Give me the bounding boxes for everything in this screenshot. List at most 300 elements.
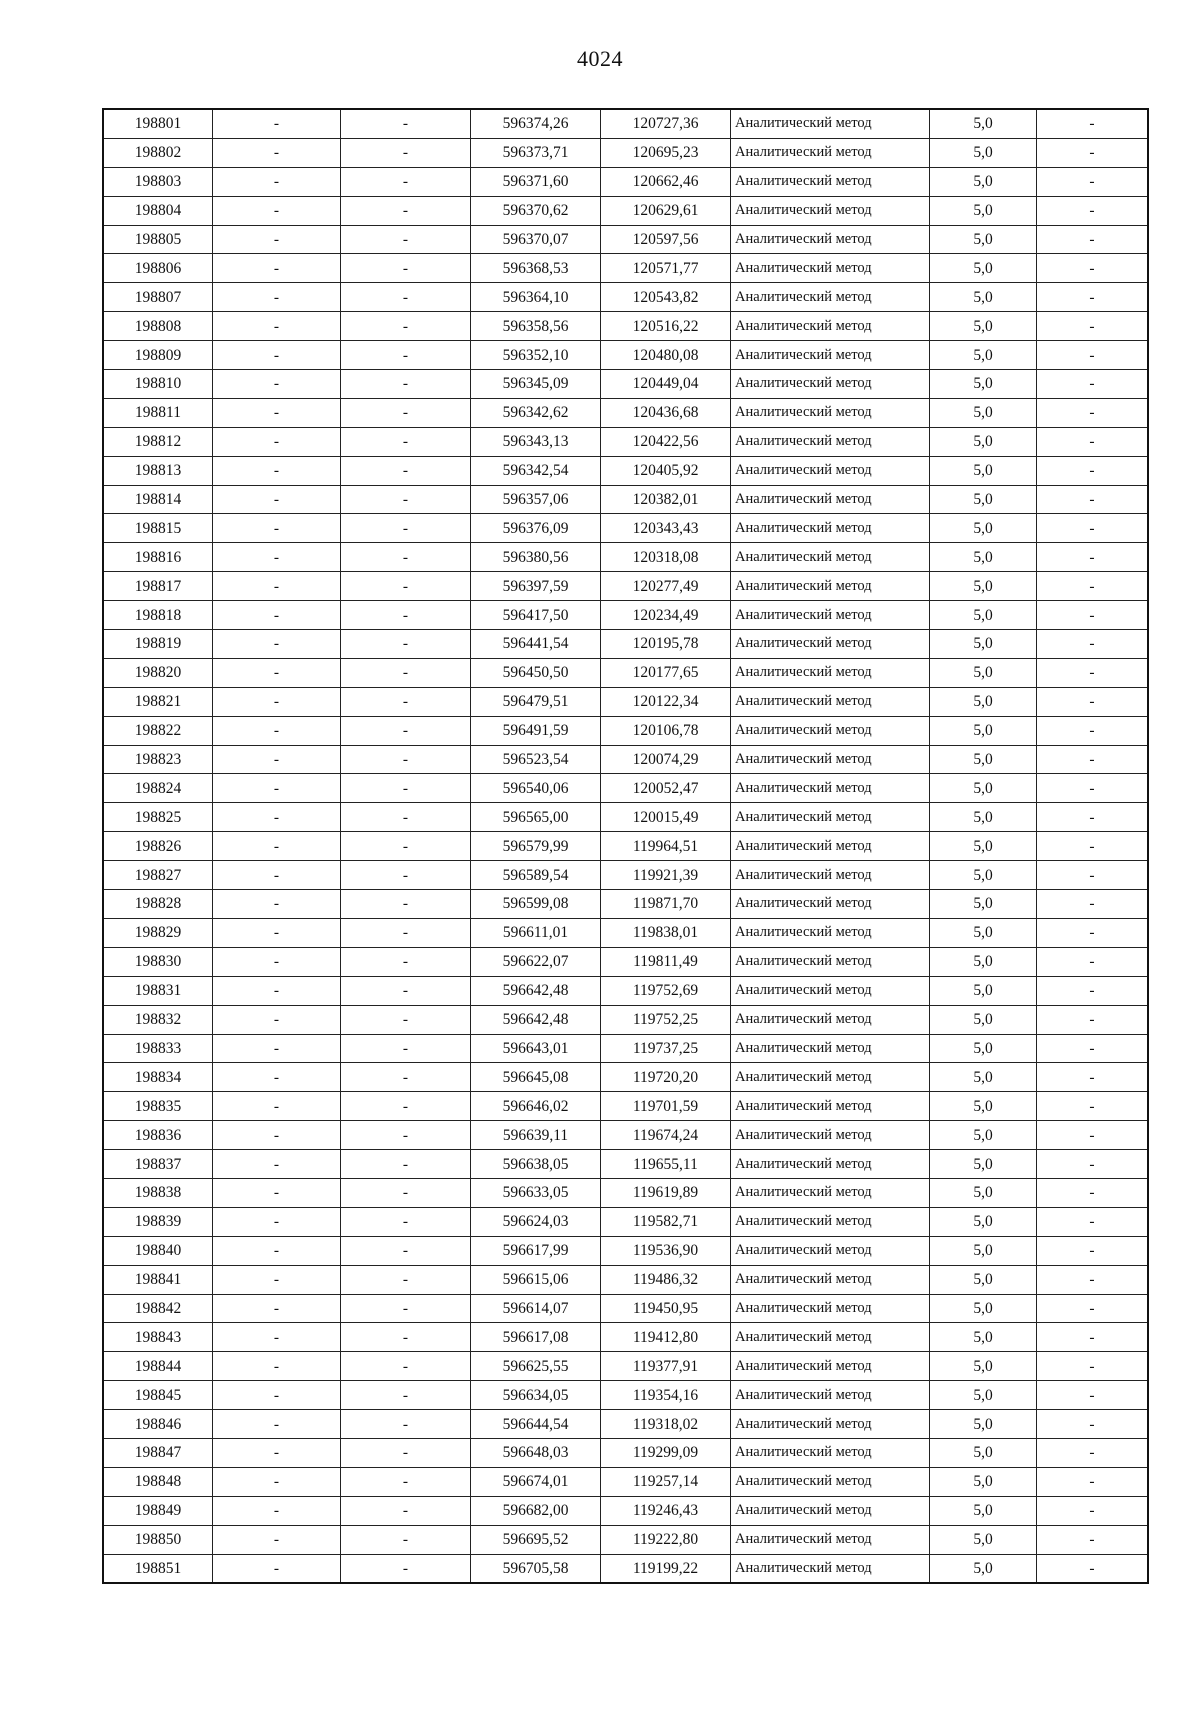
- empty-cell-2: -: [341, 1034, 471, 1063]
- empty-cell-2: -: [341, 774, 471, 803]
- empty-cell-1: -: [213, 976, 341, 1005]
- x-coordinate-cell: 596617,99: [471, 1236, 601, 1265]
- point-number-cell: 198822: [103, 716, 213, 745]
- empty-cell-3: -: [1037, 1525, 1149, 1554]
- accuracy-cell: 5,0: [930, 572, 1037, 601]
- table-row: [103, 1554, 1148, 1583]
- empty-cell-3: -: [1037, 456, 1149, 485]
- accuracy-cell: 5,0: [930, 890, 1037, 919]
- x-coordinate-cell: 596565,00: [471, 803, 601, 832]
- method-cell: Аналитический метод: [731, 543, 930, 572]
- point-number-cell: 198850: [103, 1525, 213, 1554]
- point-number-cell: 198830: [103, 947, 213, 976]
- x-coordinate-cell: 596705,58: [471, 1554, 601, 1583]
- table-row: [103, 514, 1148, 543]
- empty-cell-1: -: [213, 1410, 341, 1439]
- empty-cell-3: -: [1037, 861, 1149, 890]
- x-coordinate-cell: 596579,99: [471, 832, 601, 861]
- empty-cell-2: -: [341, 1005, 471, 1034]
- accuracy-cell: 5,0: [930, 976, 1037, 1005]
- accuracy-cell: 5,0: [930, 1294, 1037, 1323]
- y-coordinate-cell: 119655,11: [601, 1150, 731, 1179]
- y-coordinate-cell: 120422,56: [601, 427, 731, 456]
- table-body: [103, 109, 1148, 1583]
- method-cell: Аналитический метод: [731, 341, 930, 370]
- point-number-cell: 198812: [103, 427, 213, 456]
- empty-cell-3: -: [1037, 167, 1149, 196]
- empty-cell-3: -: [1037, 774, 1149, 803]
- empty-cell-2: -: [341, 1294, 471, 1323]
- accuracy-cell: 5,0: [930, 456, 1037, 485]
- method-cell: Аналитический метод: [731, 109, 930, 138]
- empty-cell-2: -: [341, 630, 471, 659]
- method-cell: Аналитический метод: [731, 1265, 930, 1294]
- point-number-cell: 198813: [103, 456, 213, 485]
- empty-cell-1: -: [213, 1525, 341, 1554]
- empty-cell-1: -: [213, 1207, 341, 1236]
- empty-cell-2: -: [341, 341, 471, 370]
- table-row: [103, 1265, 1148, 1294]
- y-coordinate-cell: 120571,77: [601, 254, 731, 283]
- y-coordinate-cell: 120052,47: [601, 774, 731, 803]
- table-row: [103, 543, 1148, 572]
- table-row: [103, 1438, 1148, 1467]
- empty-cell-2: -: [341, 1150, 471, 1179]
- method-cell: Аналитический метод: [731, 1092, 930, 1121]
- empty-cell-1: -: [213, 456, 341, 485]
- x-coordinate-cell: 596450,50: [471, 658, 601, 687]
- point-number-cell: 198817: [103, 572, 213, 601]
- accuracy-cell: 5,0: [930, 167, 1037, 196]
- empty-cell-1: -: [213, 341, 341, 370]
- method-cell: Аналитический метод: [731, 1438, 930, 1467]
- empty-cell-1: -: [213, 370, 341, 399]
- x-coordinate-cell: 596622,07: [471, 947, 601, 976]
- point-number-cell: 198846: [103, 1410, 213, 1439]
- empty-cell-1: -: [213, 601, 341, 630]
- point-number-cell: 198849: [103, 1496, 213, 1525]
- empty-cell-3: -: [1037, 745, 1149, 774]
- x-coordinate-cell: 596342,62: [471, 398, 601, 427]
- empty-cell-1: -: [213, 543, 341, 572]
- empty-cell-1: -: [213, 138, 341, 167]
- point-number-cell: 198816: [103, 543, 213, 572]
- point-number-cell: 198815: [103, 514, 213, 543]
- accuracy-cell: 5,0: [930, 1352, 1037, 1381]
- accuracy-cell: 5,0: [930, 485, 1037, 514]
- empty-cell-1: -: [213, 1063, 341, 1092]
- table-row: [103, 687, 1148, 716]
- y-coordinate-cell: 120382,01: [601, 485, 731, 514]
- method-cell: Аналитический метод: [731, 485, 930, 514]
- table-row: [103, 1034, 1148, 1063]
- y-coordinate-cell: 119354,16: [601, 1381, 731, 1410]
- method-cell: Аналитический метод: [731, 890, 930, 919]
- y-coordinate-cell: 119412,80: [601, 1323, 731, 1352]
- empty-cell-1: -: [213, 745, 341, 774]
- x-coordinate-cell: 596646,02: [471, 1092, 601, 1121]
- empty-cell-3: -: [1037, 1496, 1149, 1525]
- accuracy-cell: 5,0: [930, 109, 1037, 138]
- point-number-cell: 198843: [103, 1323, 213, 1352]
- empty-cell-2: -: [341, 803, 471, 832]
- method-cell: Аналитический метод: [731, 456, 930, 485]
- point-number-cell: 198841: [103, 1265, 213, 1294]
- empty-cell-1: -: [213, 1265, 341, 1294]
- point-number-cell: 198828: [103, 890, 213, 919]
- x-coordinate-cell: 596479,51: [471, 687, 601, 716]
- table-row: [103, 1496, 1148, 1525]
- x-coordinate-cell: 596368,53: [471, 254, 601, 283]
- method-cell: Аналитический метод: [731, 1150, 930, 1179]
- empty-cell-3: -: [1037, 803, 1149, 832]
- method-cell: Аналитический метод: [731, 1410, 930, 1439]
- method-cell: Аналитический метод: [731, 1063, 930, 1092]
- accuracy-cell: 5,0: [930, 427, 1037, 456]
- accuracy-cell: 5,0: [930, 1178, 1037, 1207]
- accuracy-cell: 5,0: [930, 861, 1037, 890]
- empty-cell-2: -: [341, 716, 471, 745]
- table-row: [103, 774, 1148, 803]
- empty-cell-1: -: [213, 1467, 341, 1496]
- table-row: [103, 138, 1148, 167]
- empty-cell-2: -: [341, 514, 471, 543]
- x-coordinate-cell: 596364,10: [471, 283, 601, 312]
- empty-cell-2: -: [341, 1467, 471, 1496]
- x-coordinate-cell: 596523,54: [471, 745, 601, 774]
- table-row: [103, 398, 1148, 427]
- method-cell: Аналитический метод: [731, 803, 930, 832]
- accuracy-cell: 5,0: [930, 312, 1037, 341]
- y-coordinate-cell: 120405,92: [601, 456, 731, 485]
- table-row: [103, 890, 1148, 919]
- x-coordinate-cell: 596371,60: [471, 167, 601, 196]
- empty-cell-1: -: [213, 1554, 341, 1583]
- accuracy-cell: 5,0: [930, 370, 1037, 399]
- empty-cell-1: -: [213, 1352, 341, 1381]
- accuracy-cell: 5,0: [930, 1323, 1037, 1352]
- x-coordinate-cell: 596639,11: [471, 1121, 601, 1150]
- method-cell: Аналитический метод: [731, 861, 930, 890]
- method-cell: Аналитический метод: [731, 1323, 930, 1352]
- method-cell: Аналитический метод: [731, 427, 930, 456]
- y-coordinate-cell: 119811,49: [601, 947, 731, 976]
- x-coordinate-cell: 596373,71: [471, 138, 601, 167]
- y-coordinate-cell: 120516,22: [601, 312, 731, 341]
- accuracy-cell: 5,0: [930, 832, 1037, 861]
- point-number-cell: 198840: [103, 1236, 213, 1265]
- empty-cell-3: -: [1037, 1150, 1149, 1179]
- empty-cell-1: -: [213, 890, 341, 919]
- method-cell: Аналитический метод: [731, 630, 930, 659]
- x-coordinate-cell: 596342,54: [471, 456, 601, 485]
- point-number-cell: 198818: [103, 601, 213, 630]
- method-cell: Аналитический метод: [731, 283, 930, 312]
- y-coordinate-cell: 119921,39: [601, 861, 731, 890]
- y-coordinate-cell: 120015,49: [601, 803, 731, 832]
- point-number-cell: 198833: [103, 1034, 213, 1063]
- y-coordinate-cell: 119257,14: [601, 1467, 731, 1496]
- point-number-cell: 198808: [103, 312, 213, 341]
- y-coordinate-cell: 120177,65: [601, 658, 731, 687]
- empty-cell-3: -: [1037, 572, 1149, 601]
- empty-cell-2: -: [341, 1092, 471, 1121]
- empty-cell-3: -: [1037, 1467, 1149, 1496]
- accuracy-cell: 5,0: [930, 1121, 1037, 1150]
- x-coordinate-cell: 596617,08: [471, 1323, 601, 1352]
- y-coordinate-cell: 119737,25: [601, 1034, 731, 1063]
- method-cell: Аналитический метод: [731, 312, 930, 341]
- empty-cell-2: -: [341, 976, 471, 1005]
- x-coordinate-cell: 596624,03: [471, 1207, 601, 1236]
- point-number-cell: 198811: [103, 398, 213, 427]
- table-row: [103, 1381, 1148, 1410]
- empty-cell-3: -: [1037, 716, 1149, 745]
- point-number-cell: 198826: [103, 832, 213, 861]
- empty-cell-1: -: [213, 687, 341, 716]
- method-cell: Аналитический метод: [731, 1121, 930, 1150]
- table-row: [103, 1352, 1148, 1381]
- x-coordinate-cell: 596634,05: [471, 1381, 601, 1410]
- empty-cell-1: -: [213, 196, 341, 225]
- empty-cell-3: -: [1037, 1323, 1149, 1352]
- method-cell: Аналитический метод: [731, 1294, 930, 1323]
- method-cell: Аналитический метод: [731, 745, 930, 774]
- empty-cell-2: -: [341, 947, 471, 976]
- x-coordinate-cell: 596642,48: [471, 976, 601, 1005]
- table-row: [103, 370, 1148, 399]
- point-number-cell: 198848: [103, 1467, 213, 1496]
- empty-cell-1: -: [213, 167, 341, 196]
- empty-cell-3: -: [1037, 138, 1149, 167]
- y-coordinate-cell: 119720,20: [601, 1063, 731, 1092]
- empty-cell-1: -: [213, 1381, 341, 1410]
- accuracy-cell: 5,0: [930, 514, 1037, 543]
- accuracy-cell: 5,0: [930, 947, 1037, 976]
- empty-cell-2: -: [341, 1438, 471, 1467]
- empty-cell-1: -: [213, 427, 341, 456]
- empty-cell-3: -: [1037, 312, 1149, 341]
- y-coordinate-cell: 119377,91: [601, 1352, 731, 1381]
- empty-cell-2: -: [341, 1207, 471, 1236]
- point-number-cell: 198802: [103, 138, 213, 167]
- y-coordinate-cell: 119752,25: [601, 1005, 731, 1034]
- accuracy-cell: 5,0: [930, 196, 1037, 225]
- table-row: [103, 1063, 1148, 1092]
- accuracy-cell: 5,0: [930, 543, 1037, 572]
- y-coordinate-cell: 119246,43: [601, 1496, 731, 1525]
- table-row: [103, 1467, 1148, 1496]
- point-number-cell: 198805: [103, 225, 213, 254]
- accuracy-cell: 5,0: [930, 658, 1037, 687]
- accuracy-cell: 5,0: [930, 254, 1037, 283]
- accuracy-cell: 5,0: [930, 1265, 1037, 1294]
- empty-cell-3: -: [1037, 1092, 1149, 1121]
- empty-cell-2: -: [341, 109, 471, 138]
- x-coordinate-cell: 596352,10: [471, 341, 601, 370]
- y-coordinate-cell: 119536,90: [601, 1236, 731, 1265]
- empty-cell-2: -: [341, 1178, 471, 1207]
- accuracy-cell: 5,0: [930, 601, 1037, 630]
- x-coordinate-cell: 596374,26: [471, 109, 601, 138]
- method-cell: Аналитический метод: [731, 716, 930, 745]
- x-coordinate-cell: 596682,00: [471, 1496, 601, 1525]
- x-coordinate-cell: 596599,08: [471, 890, 601, 919]
- method-cell: Аналитический метод: [731, 225, 930, 254]
- empty-cell-1: -: [213, 572, 341, 601]
- x-coordinate-cell: 596370,62: [471, 196, 601, 225]
- x-coordinate-cell: 596441,54: [471, 630, 601, 659]
- empty-cell-3: -: [1037, 601, 1149, 630]
- method-cell: Аналитический метод: [731, 976, 930, 1005]
- empty-cell-3: -: [1037, 254, 1149, 283]
- x-coordinate-cell: 596642,48: [471, 1005, 601, 1034]
- x-coordinate-cell: 596614,07: [471, 1294, 601, 1323]
- empty-cell-3: -: [1037, 630, 1149, 659]
- accuracy-cell: 5,0: [930, 1063, 1037, 1092]
- point-number-cell: 198801: [103, 109, 213, 138]
- point-number-cell: 198814: [103, 485, 213, 514]
- table-row: [103, 341, 1148, 370]
- x-coordinate-cell: 596417,50: [471, 601, 601, 630]
- table-row: [103, 167, 1148, 196]
- x-coordinate-cell: 596345,09: [471, 370, 601, 399]
- x-coordinate-cell: 596633,05: [471, 1178, 601, 1207]
- empty-cell-2: -: [341, 1381, 471, 1410]
- empty-cell-3: -: [1037, 370, 1149, 399]
- empty-cell-1: -: [213, 283, 341, 312]
- empty-cell-3: -: [1037, 1352, 1149, 1381]
- empty-cell-3: -: [1037, 543, 1149, 572]
- empty-cell-2: -: [341, 1265, 471, 1294]
- empty-cell-1: -: [213, 1294, 341, 1323]
- empty-cell-2: -: [341, 225, 471, 254]
- point-number-cell: 198832: [103, 1005, 213, 1034]
- point-number-cell: 198804: [103, 196, 213, 225]
- table-row: [103, 456, 1148, 485]
- accuracy-cell: 5,0: [930, 1554, 1037, 1583]
- empty-cell-3: -: [1037, 1381, 1149, 1410]
- empty-cell-2: -: [341, 1236, 471, 1265]
- empty-cell-2: -: [341, 1554, 471, 1583]
- method-cell: Аналитический метод: [731, 1034, 930, 1063]
- empty-cell-3: -: [1037, 1005, 1149, 1034]
- method-cell: Аналитический метод: [731, 1207, 930, 1236]
- y-coordinate-cell: 120629,61: [601, 196, 731, 225]
- empty-cell-3: -: [1037, 947, 1149, 976]
- table-row: [103, 658, 1148, 687]
- y-coordinate-cell: 120727,36: [601, 109, 731, 138]
- point-number-cell: 198831: [103, 976, 213, 1005]
- empty-cell-2: -: [341, 1496, 471, 1525]
- table-row: [103, 485, 1148, 514]
- y-coordinate-cell: 119199,22: [601, 1554, 731, 1583]
- empty-cell-2: -: [341, 456, 471, 485]
- method-cell: Аналитический метод: [731, 1467, 930, 1496]
- empty-cell-2: -: [341, 658, 471, 687]
- empty-cell-2: -: [341, 572, 471, 601]
- y-coordinate-cell: 120436,68: [601, 398, 731, 427]
- empty-cell-2: -: [341, 427, 471, 456]
- point-number-cell: 198819: [103, 630, 213, 659]
- empty-cell-3: -: [1037, 1265, 1149, 1294]
- empty-cell-2: -: [341, 601, 471, 630]
- accuracy-cell: 5,0: [930, 803, 1037, 832]
- point-number-cell: 198807: [103, 283, 213, 312]
- point-number-cell: 198810: [103, 370, 213, 399]
- accuracy-cell: 5,0: [930, 745, 1037, 774]
- accuracy-cell: 5,0: [930, 1092, 1037, 1121]
- y-coordinate-cell: 120662,46: [601, 167, 731, 196]
- x-coordinate-cell: 596397,59: [471, 572, 601, 601]
- x-coordinate-cell: 596645,08: [471, 1063, 601, 1092]
- empty-cell-2: -: [341, 1352, 471, 1381]
- empty-cell-1: -: [213, 774, 341, 803]
- table-row: [103, 1121, 1148, 1150]
- empty-cell-2: -: [341, 196, 471, 225]
- accuracy-cell: 5,0: [930, 1525, 1037, 1554]
- table-row: [103, 630, 1148, 659]
- table-row: [103, 1150, 1148, 1179]
- empty-cell-2: -: [341, 1063, 471, 1092]
- empty-cell-1: -: [213, 630, 341, 659]
- accuracy-cell: 5,0: [930, 138, 1037, 167]
- empty-cell-3: -: [1037, 427, 1149, 456]
- point-number-cell: 198844: [103, 1352, 213, 1381]
- y-coordinate-cell: 119299,09: [601, 1438, 731, 1467]
- y-coordinate-cell: 119318,02: [601, 1410, 731, 1439]
- y-coordinate-cell: 120449,04: [601, 370, 731, 399]
- method-cell: Аналитический метод: [731, 1352, 930, 1381]
- y-coordinate-cell: 120480,08: [601, 341, 731, 370]
- x-coordinate-cell: 596643,01: [471, 1034, 601, 1063]
- table-row: [103, 745, 1148, 774]
- accuracy-cell: 5,0: [930, 1410, 1037, 1439]
- empty-cell-3: -: [1037, 1034, 1149, 1063]
- empty-cell-1: -: [213, 716, 341, 745]
- accuracy-cell: 5,0: [930, 1005, 1037, 1034]
- empty-cell-2: -: [341, 861, 471, 890]
- accuracy-cell: 5,0: [930, 398, 1037, 427]
- point-number-cell: 198823: [103, 745, 213, 774]
- table-row: [103, 918, 1148, 947]
- method-cell: Аналитический метод: [731, 1005, 930, 1034]
- empty-cell-3: -: [1037, 1063, 1149, 1092]
- accuracy-cell: 5,0: [930, 630, 1037, 659]
- empty-cell-2: -: [341, 745, 471, 774]
- method-cell: Аналитический метод: [731, 1496, 930, 1525]
- y-coordinate-cell: 120318,08: [601, 543, 731, 572]
- empty-cell-2: -: [341, 543, 471, 572]
- x-coordinate-cell: 596625,55: [471, 1352, 601, 1381]
- x-coordinate-cell: 596370,07: [471, 225, 601, 254]
- table-row: [103, 109, 1148, 138]
- accuracy-cell: 5,0: [930, 1034, 1037, 1063]
- table-row: [103, 196, 1148, 225]
- accuracy-cell: 5,0: [930, 1381, 1037, 1410]
- method-cell: Аналитический метод: [731, 832, 930, 861]
- y-coordinate-cell: 119222,80: [601, 1525, 731, 1554]
- empty-cell-2: -: [341, 1121, 471, 1150]
- empty-cell-3: -: [1037, 398, 1149, 427]
- empty-cell-2: -: [341, 832, 471, 861]
- x-coordinate-cell: 596491,59: [471, 716, 601, 745]
- accuracy-cell: 5,0: [930, 341, 1037, 370]
- table-row: [103, 832, 1148, 861]
- page-number: 4024: [577, 46, 623, 71]
- empty-cell-1: -: [213, 1496, 341, 1525]
- accuracy-cell: 5,0: [930, 1150, 1037, 1179]
